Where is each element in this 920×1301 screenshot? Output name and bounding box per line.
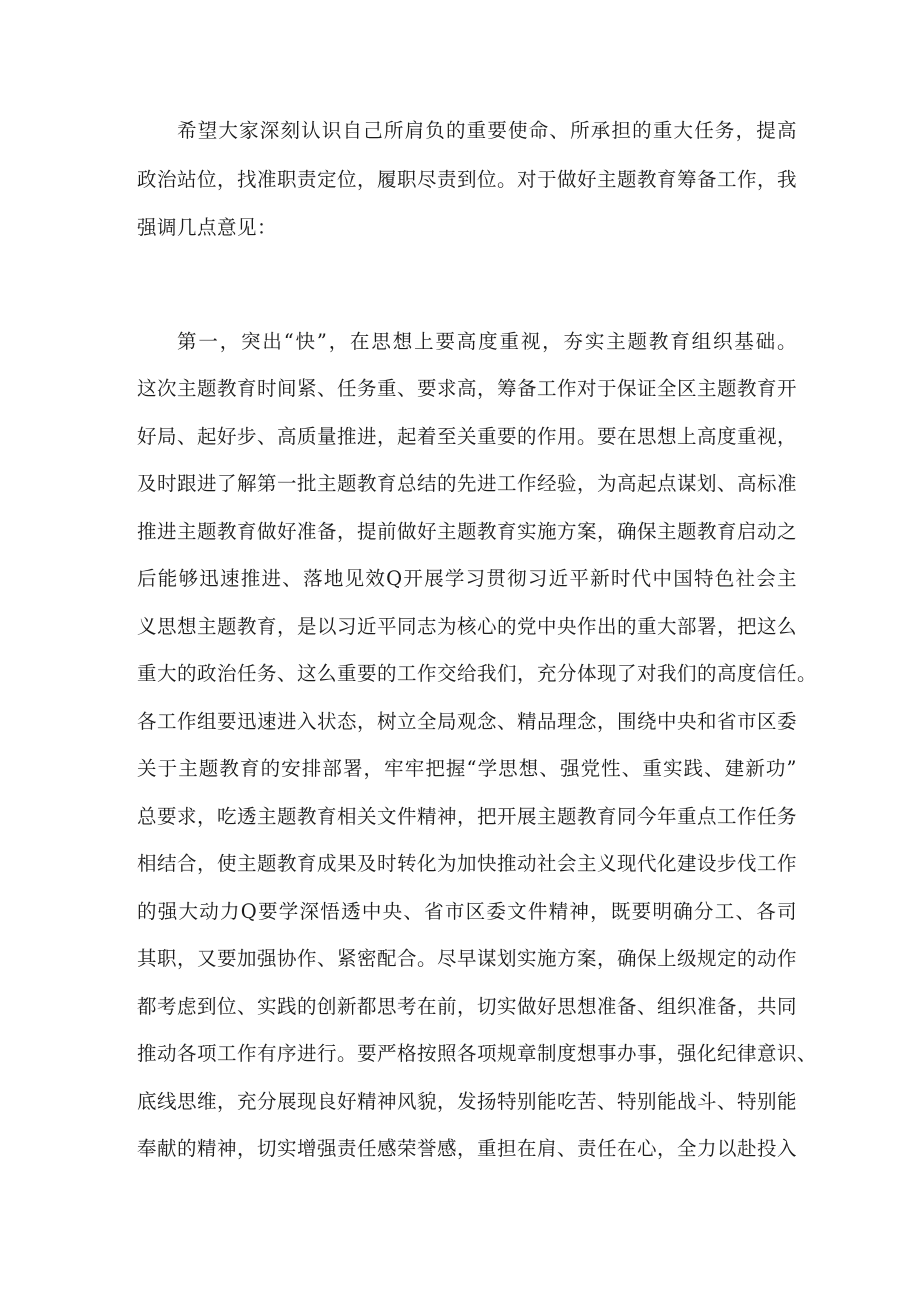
paragraph-2-line-3: 好局、起好步、高质量推进，起着至关重要的作用。要在思想上高度重视， [137,425,798,448]
paragraph-2-line-10: 关于主题教育的安排部署，牢牢把握“学思想、强党性、重实践、建新功” [137,757,797,780]
paragraph-2-line-13: 的强大动力Q要学深悟透中央、省市区委文件精神，既要明确分工、各司 [137,900,797,923]
paragraph-2-line-12: 相结合，使主题教育成果及时转化为加快推动社会主义现代化建设步伐工作 [137,852,798,875]
paragraph-1-line-3: 强调几点意见： [137,216,278,239]
paragraph-2-line-14: 其职，又要加强协作、紧密配合。尽早谋划实施方案，确保上级规定的动作 [137,947,798,970]
paragraph-1-line-1: 希望大家深刻认识自己所肩负的重要使命、所承担的重大任务，提高 [177,119,797,142]
paragraph-2-line-1: 第一，突出“快”，在思想上要高度重视，夯实主题教育组织基础。 [177,330,797,353]
paragraph-2-line-18: 奉献的精神，切实增强责任感荣誉感，重担在肩、责任在心，全力以赴投入 [137,1137,798,1160]
paragraph-2-line-5: 推进主题教育做好准备，提前做好主题教育实施方案，确保主题教育启动之 [137,520,798,543]
paragraph-2-line-16: 推动各项工作有序进行。要严格按照各项规章制度想事办事，强化纪律意识、 [137,1042,818,1065]
paragraph-1-line-2: 政治站位，找准职责定位，履职尽责到位。对于做好主题教育筹备工作，我 [137,168,798,191]
paragraph-2-line-15: 都考虑到位、实践的创新都思考在前，切实做好思想准备、组织准备，共同 [137,995,798,1018]
paragraph-2-line-9: 各工作组要迅速进入状态，树立全局观念、精品理念，围绕中央和省市区委 [137,710,798,733]
paragraph-2-line-4: 及时跟进了解第一批主题教育总结的先进工作经验，为高起点谋划、高标准 [137,472,798,495]
paragraph-2-line-2: 这次主题教育时间紧、任务重、要求高，筹备工作对于保证全区主题教育开 [137,377,798,400]
paragraph-2-line-17: 底线思维，充分展现良好精神风貌，发扬特别能吃苦、特别能战斗、特别能 [137,1090,798,1113]
paragraph-2-line-7: 义思想主题教育，是以习近平同志为核心的党中央作出的重大部署，把这么 [137,615,798,638]
paragraph-2-line-6: 后能够迅速推进、落地见效Q开展学习贯彻习近平新时代中国特色社会主 [137,567,797,590]
paragraph-2-line-11: 总要求，吃透主题教育相关文件精神，把开展主题教育同今年重点工作任务 [137,805,798,828]
paragraph-2-line-8: 重大的政治任务、这么重要的工作交给我们，充分体现了对我们的高度信任。 [137,662,818,685]
